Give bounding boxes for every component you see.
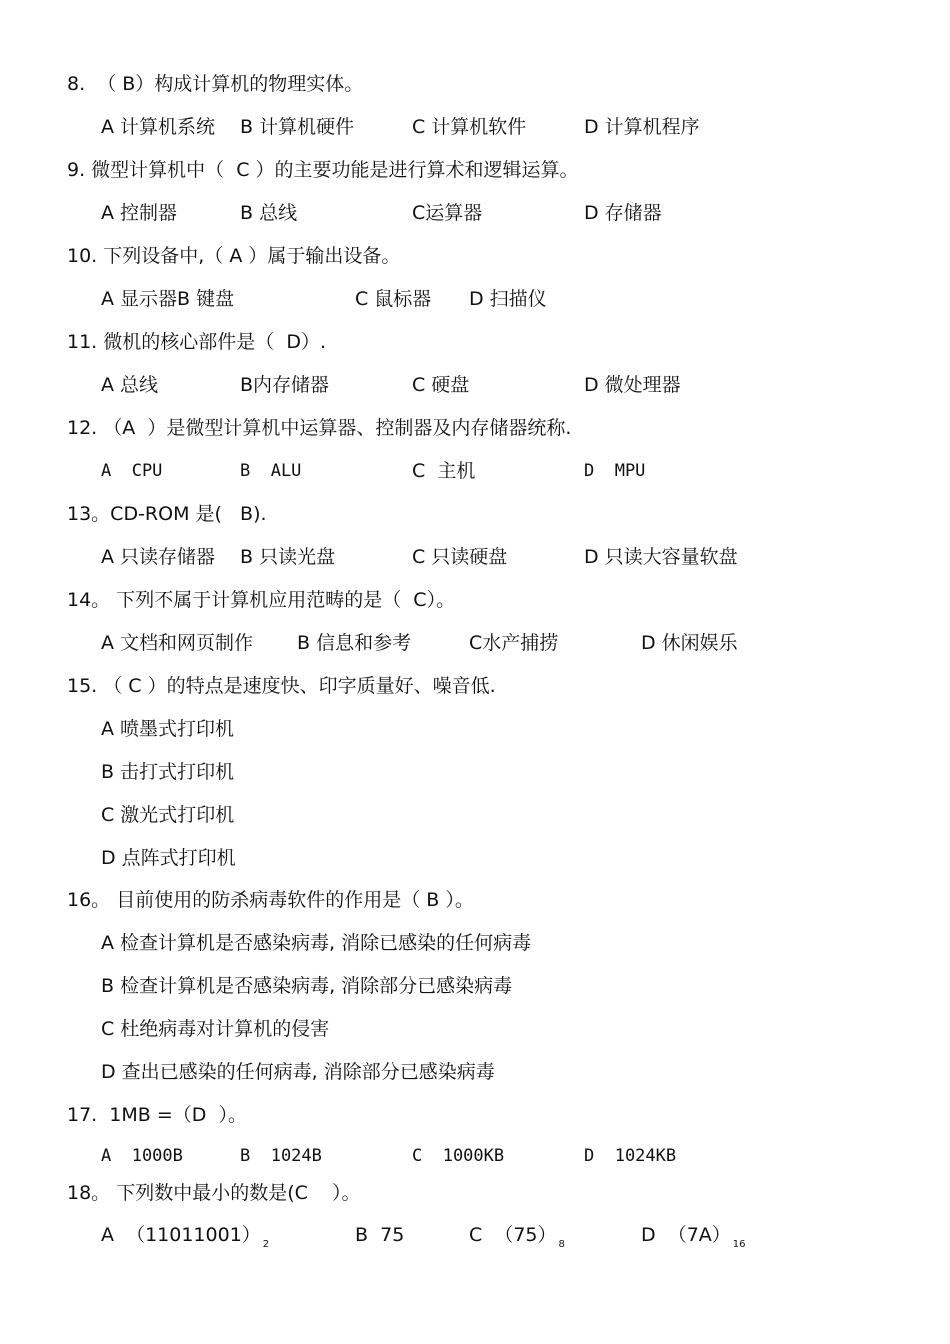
question-13-option-b: B 只读光盘 <box>240 546 336 568</box>
question-18-option-d-text: D （7A） <box>641 1224 731 1246</box>
question-17-stem: 17. 1MB =（D ）。 <box>67 1104 247 1126</box>
question-12-stem: 12. （A ）是微型计算机中运算器、控制器及内存储器统称. <box>67 417 572 439</box>
question-18-option-a-text: A （11011001） <box>101 1224 261 1246</box>
question-9-option-d: D 存储器 <box>584 202 662 224</box>
question-18-option-b: B 75 <box>355 1224 405 1246</box>
question-15-option-a: A 喷墨式打印机 <box>101 718 235 740</box>
question-11-option-d: D 微处理器 <box>584 374 681 396</box>
question-17-option-b: B 1024B <box>240 1146 322 1166</box>
question-13-stem: 13。CD-ROM 是( B). <box>67 503 267 525</box>
question-16-stem: 16。 目前使用的防杀病毒软件的作用是（ B ）。 <box>67 889 474 911</box>
question-11-option-c: C 硬盘 <box>412 374 470 396</box>
question-10-option-d: D 扫描仪 <box>469 288 547 310</box>
question-9-option-c: C运算器 <box>412 202 483 224</box>
question-15-option-b: B 击打式打印机 <box>101 761 235 783</box>
question-11-option-a: A 总线 <box>101 374 159 396</box>
question-13-option-d: D 只读大容量软盘 <box>584 546 738 568</box>
question-10-option-c: C 鼠标器 <box>355 288 432 310</box>
question-14-option-b: B 信息和参考 <box>297 632 412 654</box>
question-12-option-b: B ALU <box>240 461 302 481</box>
question-8-option-d: D 计算机程序 <box>584 116 700 138</box>
question-16-option-a: A 检查计算机是否感染病毒, 消除已感染的任何病毒 <box>101 932 532 954</box>
question-11-option-b: B内存储器 <box>240 374 330 396</box>
question-16-option-d: D 查出已感染的任何病毒, 消除部分已感染病毒 <box>101 1061 495 1083</box>
question-14-stem: 14。 下列不属于计算机应用范畴的是（ C）。 <box>67 589 456 611</box>
question-16-option-b: B 检查计算机是否感染病毒, 消除部分已感染病毒 <box>101 975 513 997</box>
question-18-option-a-base: 2 <box>262 1239 270 1250</box>
question-18-option-c-text: C （75） <box>469 1224 557 1246</box>
question-13-option-c: C 只读硬盘 <box>412 546 508 568</box>
question-14-option-a: A 文档和网页制作 <box>101 632 254 654</box>
question-8-stem: 8. （ B）构成计算机的物理实体。 <box>67 73 364 95</box>
question-15-stem: 15. （ C ）的特点是速度快、印字质量好、噪音低. <box>67 675 496 697</box>
question-12-option-d: D MPU <box>584 461 646 481</box>
question-16-option-c: C 杜绝病毒对计算机的侵害 <box>101 1018 330 1040</box>
question-8-option-b: B 计算机硬件 <box>240 116 355 138</box>
question-14-option-c: C水产捕捞 <box>469 632 559 654</box>
question-8-option-c: C 计算机软件 <box>412 116 527 138</box>
question-17-option-a: A 1000B <box>101 1146 183 1166</box>
question-11-stem: 11. 微机的核心部件是（ D）. <box>67 331 327 353</box>
question-9-option-a: A 控制器 <box>101 202 178 224</box>
question-8-option-a: A 计算机系统 <box>101 116 216 138</box>
question-15-option-d: D 点阵式打印机 <box>101 847 236 869</box>
question-18-option-c-base: 8 <box>558 1239 565 1250</box>
question-18-option-d-base: 16 <box>732 1239 746 1250</box>
question-14-option-d: D 休闲娱乐 <box>641 632 738 654</box>
question-9-option-b: B 总线 <box>240 202 298 224</box>
question-18-option-a <box>101 1223 269 1257</box>
question-18-stem: 18。 下列数中最小的数是(C ）。 <box>67 1182 361 1204</box>
question-10-stem: 10. 下列设备中,（ A ）属于输出设备。 <box>67 245 401 267</box>
question-12-option-a: A CPU <box>101 461 163 481</box>
question-13-option-a: A 只读存储器 <box>101 546 216 568</box>
question-17-option-d: D 1024KB <box>584 1146 677 1166</box>
question-17-option-c: C 1000KB <box>412 1146 505 1166</box>
question-18-option-c <box>469 1223 565 1257</box>
question-18-option-d <box>641 1223 746 1257</box>
question-12-option-c: C 主机 <box>412 460 476 482</box>
question-9-stem: 9. 微型计算机中（ C ）的主要功能是进行算术和逻辑运算。 <box>67 159 579 181</box>
question-10-option-ab: A 显示器B 键盘 <box>101 288 235 310</box>
question-15-option-c: C 激光式打印机 <box>101 804 235 826</box>
